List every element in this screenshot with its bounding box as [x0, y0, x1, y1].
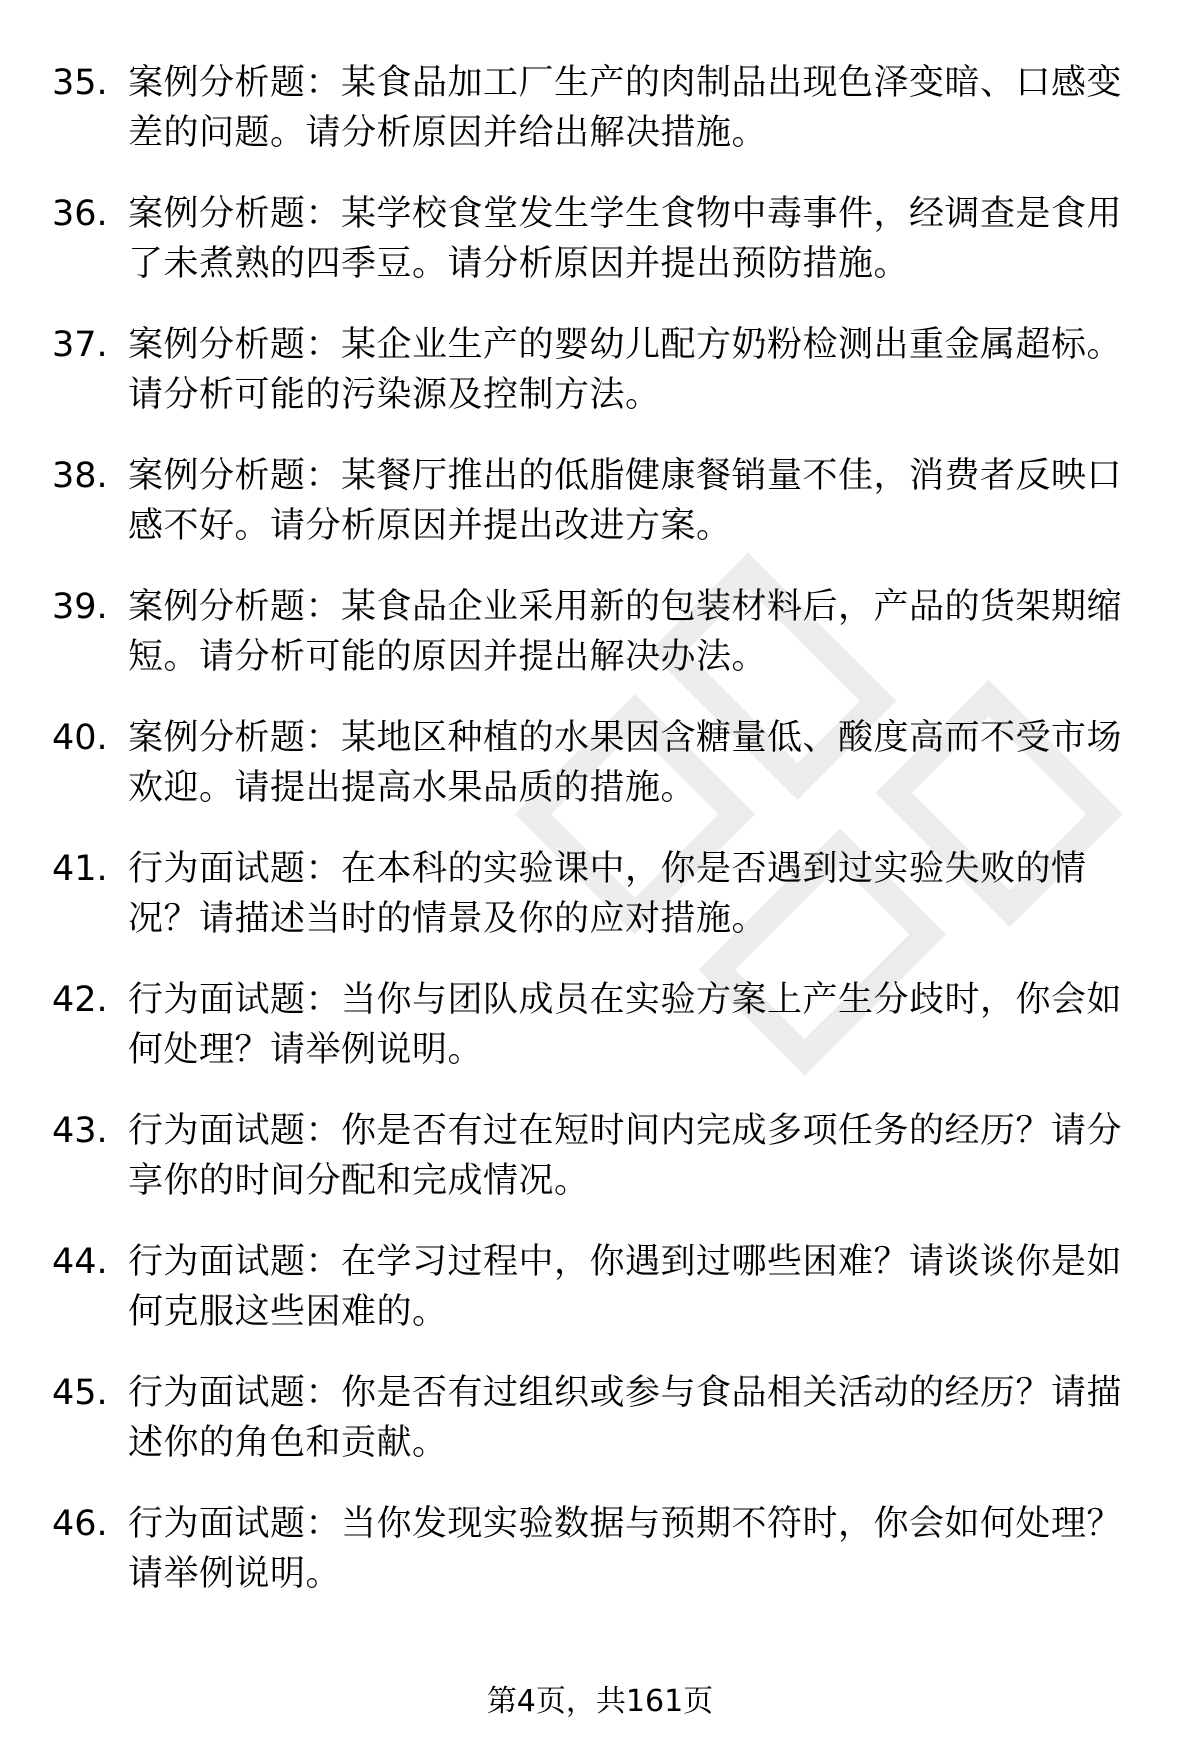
question-number: 46. [52, 1504, 108, 1544]
question-text: 行为面试题：在学习过程中，你遇到过哪些困难？请谈谈你是如何克服这些困难的。 [128, 1242, 1123, 1332]
question-number: 38. [52, 456, 108, 496]
question-text: 案例分析题：某企业生产的婴幼儿配方奶粉检测出重金属超标。请分析可能的污染源及控制方法。 [128, 325, 1123, 415]
question-text: 案例分析题：某餐厅推出的低脂健康餐销量不佳，消费者反映口感不好。请分析原因并提出改进方案。 [128, 456, 1123, 546]
question-number: 36. [52, 194, 108, 234]
question-number: 44. [52, 1242, 108, 1282]
question-number: 45. [52, 1373, 108, 1413]
question-item [52, 1499, 1152, 1630]
question-text: 行为面试题：当你发现实验数据与预期不符时，你会如何处理？请举例说明。 [128, 1504, 1123, 1594]
question-item [52, 320, 1152, 451]
question-text: 案例分析题：某学校食堂发生学生食物中毒事件，经调查是食用了未煮熟的四季豆。请分析原因并提出预防措施。 [128, 194, 1123, 284]
question-item [52, 844, 1152, 975]
question-item [52, 1368, 1152, 1499]
question-number: 37. [52, 325, 108, 365]
question-number: 35. [52, 63, 108, 103]
question-text: 行为面试题：你是否有过在短时间内完成多项任务的经历？请分享你的时间分配和完成情况。 [128, 1111, 1123, 1201]
question-text: 行为面试题：你是否有过组织或参与食品相关活动的经历？请描述你的角色和贡献。 [128, 1373, 1123, 1463]
question-number: 40. [52, 718, 108, 758]
question-text: 行为面试题：在本科的实验课中，你是否遇到过实验失败的情况？请描述当时的情景及你的应对措施。 [128, 849, 1087, 939]
question-number: 41. [52, 849, 108, 889]
question-item [52, 1237, 1152, 1368]
question-item [52, 713, 1152, 844]
question-number: 42. [52, 980, 108, 1020]
question-number: 39. [52, 587, 108, 627]
question-list [52, 58, 1152, 1630]
question-item [52, 582, 1152, 713]
question-item [52, 58, 1152, 189]
question-text: 案例分析题：某地区种植的水果因含糖量低、酸度高而不受市场欢迎。请提出提高水果品质的措施。 [128, 718, 1123, 808]
question-text: 案例分析题：某食品加工厂生产的肉制品出现色泽变暗、口感变差的问题。请分析原因并给出解决措施。 [128, 63, 1123, 153]
question-text: 案例分析题：某食品企业采用新的包装材料后，产品的货架期缩短。请分析可能的原因并提出解决办法。 [128, 587, 1123, 677]
question-text: 行为面试题：当你与团队成员在实验方案上产生分歧时，你会如何处理？请举例说明。 [128, 980, 1123, 1070]
page-footer: 第4页，共161页 [486, 1684, 714, 1719]
question-item [52, 975, 1152, 1106]
question-item [52, 189, 1152, 320]
question-item [52, 1106, 1152, 1237]
question-number: 43. [52, 1111, 108, 1151]
question-item [52, 451, 1152, 582]
